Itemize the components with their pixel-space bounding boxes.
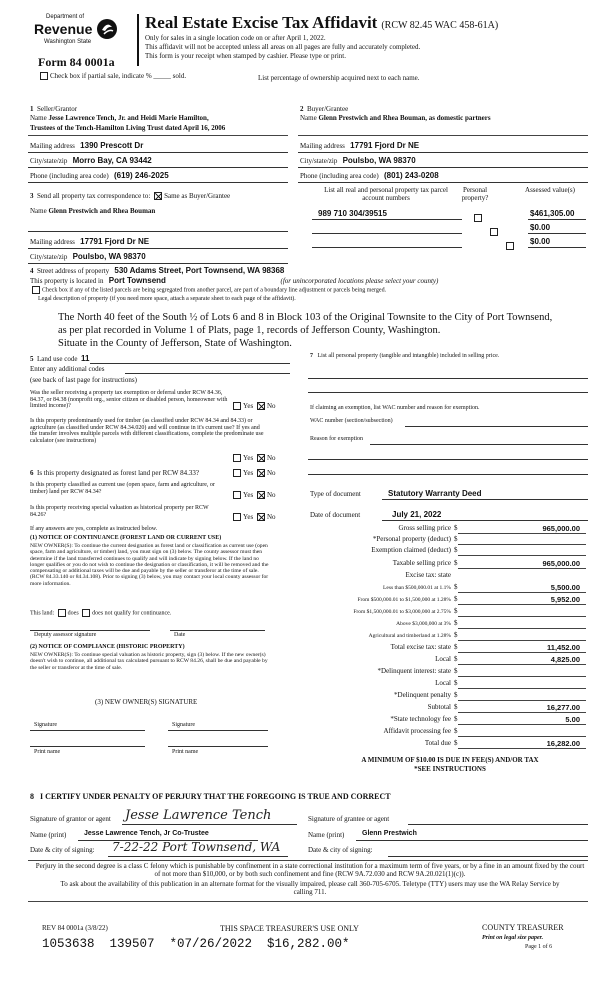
parcel-personal-checkbox-3[interactable] xyxy=(506,242,514,250)
alt-format-text: To ask about the availability of this publication in an alternate format for the visually impaired, please call 360-705-6705. Teletype (TTY) users may use the WA Relay Service by calling 711. xyxy=(60,880,560,897)
grantee-name: Glenn Prestwich xyxy=(362,830,417,837)
parcels-col-account: List all real and personal property tax parcel account numbers xyxy=(324,186,448,203)
does-not-checkbox[interactable] xyxy=(82,609,90,617)
buyer-mail-row: Mailing address 17791 Fjord Dr NE xyxy=(300,141,420,150)
partial-sale-row: Check box if partial sale, indicate % _____ sold. xyxy=(38,72,186,80)
tax-row xyxy=(308,691,586,701)
street-row: 4 Street address of property 530 Adams Street, Port Townsend, WA 98368 xyxy=(30,266,285,275)
forest-q2-answers: Yes No xyxy=(231,491,276,499)
tax-row-label: Local xyxy=(435,655,451,663)
tax-row-currency: $ xyxy=(454,739,458,747)
this-land-row: This land: does does not qualify for continuance. xyxy=(30,610,172,617)
tax-row-underline xyxy=(458,676,586,677)
buyer-mail: 17791 Fjord Dr NE xyxy=(350,141,420,150)
buyer-city: Poulsbo, WA 98370 xyxy=(342,156,416,165)
tax-row-currency: $ xyxy=(454,619,458,627)
tax-row-underline xyxy=(458,568,586,569)
tax-row-label: Total due xyxy=(424,739,451,747)
seller-phone-row: Phone (including area code) (619) 246-2025 xyxy=(30,171,169,180)
treasurer-use: THIS SPACE TREASURER'S USE ONLY xyxy=(220,924,359,933)
tax-row-underline xyxy=(458,724,586,725)
tax-row-label: Exemption claimed (deduct) xyxy=(371,546,451,554)
tax-row-value: 16,277.00 xyxy=(546,703,580,712)
buyer-city-row: City/state/zip Poulsbo, WA 98370 xyxy=(300,156,416,165)
tax-row xyxy=(308,643,586,653)
notice1-body: NEW OWNER(S): To continue the current designation as forest land or classification as current use (open space, farm and agriculture, or timber) land, you must sign on (3) below. The county assessor must then determine if the land transferred continues to qualify and will indicate by signing below. If the land no longer qualifies or you do not wish to continue the designation or classification, it will be removed and the compensating or additional taxes will be due and payable by the seller or transferor at the time of sale. (RCW 84.33.140 or 84.34.108). Prior to signing (3) below, you may contact your local county assessor for more information. xyxy=(30,543,269,587)
legal-line-1: The North 40 feet of the South ½ of Lots 6 and 8 in Block 103 of the Original Townsite to the City of Port Townsend, xyxy=(58,312,553,323)
land-q1-no[interactable] xyxy=(257,402,265,410)
tax-row-label: *Delinquent interest: state xyxy=(377,667,451,675)
form-number: Form 84 0001a xyxy=(38,55,115,69)
personal-text: 7 List all personal property (tangible and intangible) included in selling price. xyxy=(310,353,500,359)
partial-sale-label: Check box if partial sale, indicate % xyxy=(50,72,152,80)
header-note-2: This affidavit will not be accepted unless all areas on all pages are fully and accurately completed. xyxy=(145,43,421,51)
parcel-personal-checkbox-1[interactable] xyxy=(474,214,482,222)
tax-row xyxy=(308,703,586,713)
tax-row xyxy=(308,583,586,593)
dept-line3: Washington State xyxy=(44,39,92,45)
parcel-value-3: $0.00 xyxy=(530,237,551,246)
new-owner-print-name-1: Print name xyxy=(34,749,61,755)
buyer-phone: (801) 243-0208 xyxy=(383,171,439,180)
land-use-code: 11 xyxy=(80,354,90,363)
tax-row-currency: $ xyxy=(454,655,458,663)
doc-type: Statutory Warranty Deed xyxy=(388,489,482,498)
new-owner-print-name-2: Print name xyxy=(172,749,199,755)
seller-heading: 1 Seller/Grantor xyxy=(30,105,78,113)
land-q2-yes[interactable] xyxy=(233,454,241,462)
tax-row xyxy=(308,667,586,677)
grantor-signature: Jesse Lawrence Tench xyxy=(125,808,272,823)
tax-row xyxy=(308,546,586,556)
dor-logo xyxy=(34,12,120,48)
grantee-name-label: Name (print) xyxy=(308,831,345,839)
seller-city: Morro Bay, CA 93442 xyxy=(72,156,152,165)
forest-q2-yes[interactable] xyxy=(233,491,241,499)
forest-q1-yes[interactable] xyxy=(233,469,241,477)
dept-line1: Department of xyxy=(46,14,85,20)
tax-row-value: 5.00 xyxy=(565,715,580,724)
notice2-title: (2) NOTICE OF COMPLIANCE (HISTORIC PROPERTY) xyxy=(30,644,185,650)
tax-row-value: 965,000.00 xyxy=(542,524,580,533)
corr-city: Poulsbo, WA 98370 xyxy=(72,252,146,261)
tax-row-value: 11,452.00 xyxy=(547,643,580,652)
tax-row-currency: $ xyxy=(454,535,458,543)
tax-row-label: *Delinquent penalty xyxy=(394,691,451,699)
located-in: Port Townsend xyxy=(108,276,166,285)
tax-row-value: 16,282.00 xyxy=(546,739,580,748)
tax-row-value: 965,000.00 xyxy=(542,559,580,568)
deputy-date-label: Date xyxy=(174,632,186,638)
tax-row xyxy=(308,655,586,665)
tax-row-currency: $ xyxy=(454,595,458,603)
tax-row-underline xyxy=(458,555,586,556)
new-owner-signature-heading: (3) NEW OWNER(S) SIGNATURE xyxy=(95,698,198,706)
notice1-title: (1) NOTICE OF CONTINUANCE (FOREST LAND OR CURRENT USE) xyxy=(30,535,222,541)
tax-row xyxy=(308,679,586,689)
forest-q3: Is this property receiving special valuation as historical property per RCW 84.26? xyxy=(30,505,209,518)
land-q1-yes[interactable] xyxy=(233,402,241,410)
tax-row-currency: $ xyxy=(454,607,458,615)
seller-mail-row: Mailing address 1390 Prescott Dr xyxy=(30,141,144,150)
legal-label: Legal description of property (if you need more space, attach a separate sheet to each page of the affidavit). xyxy=(38,296,296,302)
land-q2-answers: Yes No xyxy=(231,454,276,462)
tax-row-currency: $ xyxy=(454,583,458,591)
corr-name-row: Name Glenn Prestwich and Rhea Bouman xyxy=(30,207,156,215)
forest-q1-no[interactable] xyxy=(257,469,265,477)
tax-row-currency: $ xyxy=(454,691,458,699)
form-title: Real Estate Excise Tax Affidavit xyxy=(145,13,378,32)
seller-city-row: City/state/zip Morro Bay, CA 93442 xyxy=(30,156,152,165)
header-note-1: Only for sales in a single location code on or after April 1, 2022. xyxy=(145,34,326,42)
cashier-stamp: 1053638 139507 *07/26/2022 $16,282.00* xyxy=(42,937,350,951)
tax-row-underline xyxy=(458,652,586,653)
tax-row-underline xyxy=(458,688,586,689)
tax-row-underline xyxy=(458,736,586,737)
parcels-col-assessed: Assessed value(s) xyxy=(525,186,575,194)
sold-label: sold. xyxy=(172,72,187,80)
seller-phone: (619) 246-2025 xyxy=(113,171,169,180)
tax-row-currency: $ xyxy=(454,643,458,651)
forest-q1-row: 6 Is this property designated as forest land per RCW 84.33? xyxy=(30,469,200,477)
tax-row-currency: $ xyxy=(454,703,458,711)
seller-name-line2: Trustees of the Tench-Hamilton Living Trust dated April 16, 2006 xyxy=(30,124,226,132)
land-q1-answers: Yes No xyxy=(231,402,276,410)
tax-row xyxy=(308,715,586,725)
tax-row-currency: $ xyxy=(454,524,458,532)
minimum-line-2: *SEE INSTRUCTIONS xyxy=(414,765,486,773)
minimum-line-1: A MINIMUM OF $10.00 IS DUE IN FEE(S) AND/OR TAX xyxy=(361,756,539,764)
corr-name: Glenn Prestwich and Rhea Bouman xyxy=(48,207,156,215)
legal-line-3: Situate in the County of Jefferson, State of Washington. xyxy=(58,338,292,349)
tax-row-label: From $1,500,000.01 to $3,000,000 at 2.75% xyxy=(353,609,451,615)
tax-row xyxy=(308,571,586,581)
grantor-name-label: Name (print) xyxy=(30,831,67,839)
forest-q3-answers: Yes No xyxy=(231,513,276,521)
does-checkbox[interactable] xyxy=(58,609,66,617)
sig-grantee-label: Signature of grantee or agent xyxy=(308,815,390,823)
tax-row-label: Local xyxy=(435,679,451,687)
land-q1: Was the seller receiving a property tax exemption or deferral under RCW 84.36, 84.37, or 84.38 (nonprofit org., senior citizen or disabled person, homeowner with limited income)? xyxy=(30,390,228,410)
tax-row-label: Gross selling price xyxy=(398,524,451,532)
tax-row xyxy=(308,524,586,534)
sig-grantor-label: Signature of grantor or agent xyxy=(30,815,111,823)
grantor-date-city-label: Date & city of signing: xyxy=(30,846,95,854)
tax-row-label: Excise tax: state xyxy=(405,571,451,579)
forest-q2: Is this property classified as current use (open space, farm and agriculture, or timber) land per RCW 84.34? xyxy=(30,482,215,495)
tax-row-underline xyxy=(458,533,586,534)
rev-number: REV 84 0001a (3/8/22) xyxy=(42,924,108,932)
legal-line-2: as per plat recorded in Volume 1 of Plats, page 1, records of Jefferson County, Washington. xyxy=(58,325,441,336)
tax-row-currency: $ xyxy=(454,715,458,723)
same-as-buyer-checkbox[interactable] xyxy=(154,192,162,200)
doc-date-label: Date of document xyxy=(310,511,361,519)
tax-row-currency: $ xyxy=(454,667,458,675)
land-use-row: 5 Land use code 11 xyxy=(30,354,90,363)
notice2-body: NEW OWNER(S): To continue special valuation as historic property, sign (3) below. If the new owner(s) doesn't wish to continue, all additional tax calculated pursuant to RCW 84.26, shall be due and payable by the seller or transferor at the time of sale. xyxy=(30,652,268,671)
tax-row-underline xyxy=(458,592,586,593)
tax-row-label: Taxable selling price xyxy=(392,559,451,567)
doc-type-label: Type of document xyxy=(310,490,361,498)
perjury-text: Perjury in the second degree is a class C felony which is punishable by confinement in a state correctional institution for a maximum term of five years, or by a fine in an amount fixed by the court of not more than $10,000, or by both such confinement and fine (RCW 9A.72.030 and RCW 9A.20.021(1)(c)). xyxy=(35,862,585,879)
additional-codes: Enter any additional codes xyxy=(30,365,105,373)
seller-name-line1: Jesse Lawrence Tench, Jr. and Heidi Marie Hamilton, xyxy=(48,114,209,122)
tax-row-value: 5,500.00 xyxy=(550,583,580,592)
grantor-name: Jesse Lawrence Tench, Jr Co-Trustee xyxy=(84,830,209,837)
tax-row-value: 4,825.00 xyxy=(550,655,580,664)
parcel-account-1: 989 710 304/39515 xyxy=(318,209,387,218)
tax-row-underline xyxy=(458,748,586,749)
located-row: This property is located in Port Townsend (for unincorporated locations please select your county) xyxy=(30,276,439,285)
county-treasurer: COUNTY TREASURER xyxy=(482,923,564,932)
land-q2: Is this property predominantly used for timber (as classified under RCW 84.34 and 84.33) or agriculture (as classified under RCW 84.34.020) and will continue in it's current use? If yes and the transfer involves multiple parcels with different classifications, complete the predominate use calculator (see instructions) xyxy=(30,418,264,444)
tax-row-currency: $ xyxy=(454,631,458,639)
wac-label: WAC number (section/subsection) xyxy=(310,418,393,424)
dept-line2: Revenue xyxy=(34,21,93,37)
corr-city-row: City/state/zip Poulsbo, WA 98370 xyxy=(30,252,146,261)
deputy-signature-label: Deputy assessor signature xyxy=(34,632,97,638)
washington-logo-icon xyxy=(96,18,118,40)
tax-row-underline xyxy=(458,628,586,629)
grantee-date-city-label: Date & city of signing: xyxy=(308,846,373,854)
parcel-value-2: $0.00 xyxy=(530,223,551,232)
see-back: (see back of last page for instructions) xyxy=(30,376,137,384)
buyer-phone-row: Phone (including area code) (801) 243-0208 xyxy=(300,171,439,180)
grantor-date-city: 7-22-22 Port Townsend, WA xyxy=(112,840,281,854)
segregated-checkbox[interactable] xyxy=(32,286,40,294)
answers-note: If any answers are yes, complete as instructed below. xyxy=(30,526,158,532)
doc-date: July 21, 2022 xyxy=(392,510,442,519)
tax-row-label: Less than $500,000.01 at 1.1% xyxy=(383,585,451,591)
tax-row-currency: $ xyxy=(454,679,458,687)
legal-paper: Print on legal size paper. xyxy=(482,935,544,941)
tax-row-label: Total excise tax: state xyxy=(390,643,451,651)
tax-row-currency: $ xyxy=(454,546,458,554)
form-title-ref: (RCW 82.45 WAC 458-61A) xyxy=(381,20,499,31)
corr-mail-row: Mailing address 17791 Fjord Dr NE xyxy=(30,237,150,246)
tax-row xyxy=(308,619,586,629)
tax-row-label: Affidavit processing fee xyxy=(383,727,451,735)
tax-row-underline xyxy=(458,712,586,713)
page-number: Page 1 of 6 xyxy=(525,944,553,950)
tax-row xyxy=(308,595,586,605)
parcels-col-personal: Personal property? xyxy=(461,186,489,203)
exemption-text: If claiming an exemption, list WAC number and reason for exemption. xyxy=(310,405,480,411)
tax-row-underline xyxy=(458,616,586,617)
forest-q3-yes[interactable] xyxy=(233,513,241,521)
land-q2-no[interactable] xyxy=(257,454,265,462)
street-address: 530 Adams Street, Port Townsend, WA 98368 xyxy=(114,266,285,275)
buyer-name: Glenn Prestwich and Rhea Bouman, as domestic partners xyxy=(318,114,491,122)
buyer-heading: 2 Buyer/Grantee xyxy=(300,105,349,113)
forest-q1-answers: Yes No xyxy=(231,469,276,477)
header-note-3: This form is your receipt when stamped by cashier. Please type or print. xyxy=(145,52,347,60)
correspondence-row: 3 Send all property tax correspondence to: Same as Buyer/Grantee xyxy=(30,192,231,200)
forest-q2-no[interactable] xyxy=(257,491,265,499)
tax-row-underline xyxy=(458,664,586,665)
tax-row-underline xyxy=(458,604,586,605)
corr-mail: 17791 Fjord Dr NE xyxy=(80,237,150,246)
tax-row-label: *Personal property (deduct) xyxy=(372,535,451,543)
partial-sale-checkbox[interactable] xyxy=(40,72,48,80)
forest-q3-no[interactable] xyxy=(257,513,265,521)
tax-row-label: *State technology fee xyxy=(390,715,451,723)
tax-row-currency: $ xyxy=(454,727,458,735)
parcel-value-1: $461,305.00 xyxy=(530,209,575,218)
new-owner-signature-label-1: Signature xyxy=(34,722,57,728)
tax-row-label: Above $3,000,000 at 3% xyxy=(396,621,451,627)
tax-row xyxy=(308,607,586,617)
parcel-personal-checkbox-2[interactable] xyxy=(490,228,498,236)
tax-row-underline xyxy=(458,544,586,545)
tax-row-currency: $ xyxy=(454,559,458,567)
tax-row-label: Subtotal xyxy=(427,703,451,711)
ownership-note: List percentage of ownership acquired next to each name. xyxy=(258,74,420,82)
reason-label: Reason for exemption xyxy=(310,436,363,442)
seller-name-row: Name Jesse Lawrence Tench, Jr. and Heidi Marie Hamilton, xyxy=(30,114,209,122)
segregated-row: Check box if any of the listed parcels are being segregated from another parcel, are part of a boundary line adjustment or parcels being merged. xyxy=(30,286,386,294)
tax-row-label: From $500,000.01 to $1,500,000 at 1.28% xyxy=(357,597,451,603)
buyer-name-row: Name Glenn Prestwich and Rhea Bouman, as domestic partners xyxy=(300,114,491,122)
certify-heading: 8 I CERTIFY UNDER PENALTY OF PERJURY THAT THE FOREGOING IS TRUE AND CORRECT xyxy=(30,792,391,801)
new-owner-signature-label-2: Signature xyxy=(172,722,195,728)
tax-row-value: 5,952.00 xyxy=(550,595,580,604)
tax-row xyxy=(308,739,586,749)
seller-mail: 1390 Prescott Dr xyxy=(80,141,144,150)
tax-row xyxy=(308,535,586,545)
tax-row xyxy=(308,727,586,737)
tax-row-label: Agricultural and timberland at 1.28% xyxy=(368,633,451,639)
tax-row-underline xyxy=(458,640,586,641)
tax-row-underline xyxy=(458,700,586,701)
tax-row xyxy=(308,631,586,641)
tax-row xyxy=(308,559,586,569)
